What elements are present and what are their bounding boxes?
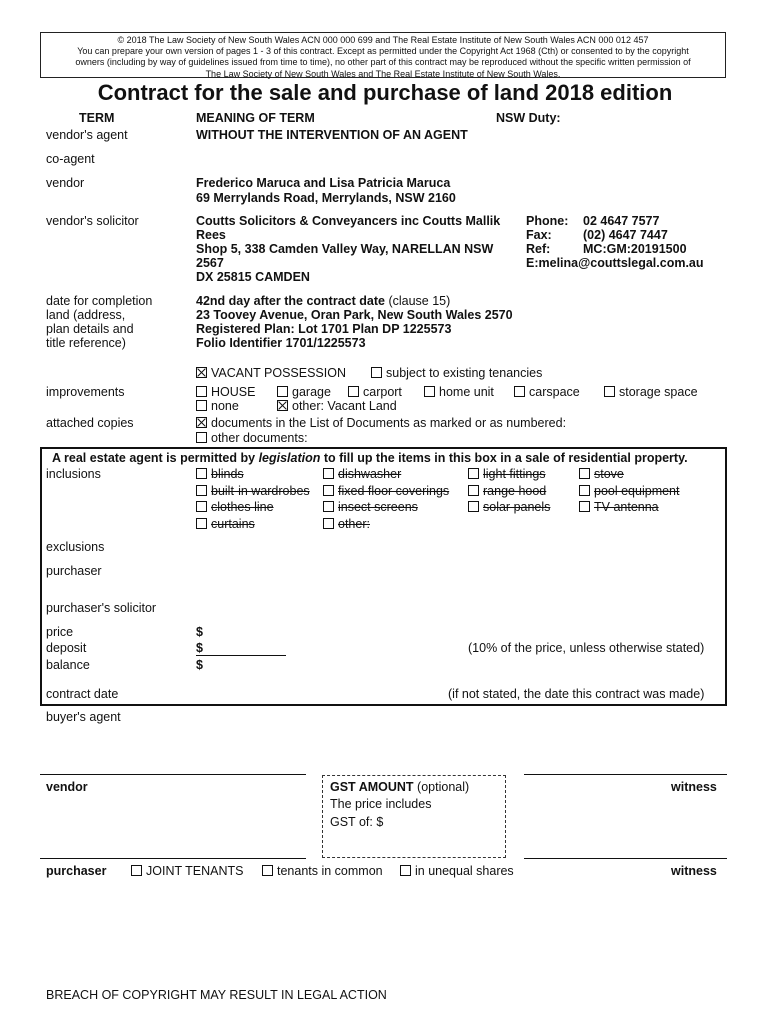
- checkbox-icon[interactable]: [131, 865, 142, 876]
- checkbox-icon[interactable]: [323, 518, 334, 529]
- inclusion-blinds[interactable]: [196, 467, 244, 481]
- gst-line1: The price includes: [330, 797, 432, 811]
- co-agent-label: co-agent: [46, 152, 95, 166]
- inclusion-label: fixed floor coverings: [338, 484, 450, 498]
- footer-warning: BREACH OF COPYRIGHT MAY RESULT IN LEGAL ACTION: [46, 988, 387, 1002]
- price-label: price: [46, 625, 74, 639]
- joint-tenants-option[interactable]: [131, 864, 243, 878]
- checkbox-icon[interactable]: [579, 468, 590, 479]
- unequal-shares-option[interactable]: [400, 864, 514, 878]
- solicitor-address: Shop 5, 338 Camden Valley Way, NARELLAN NSW: [196, 242, 494, 256]
- checkbox-icon[interactable]: [323, 485, 334, 496]
- balance-dollar: $: [196, 658, 203, 672]
- header-meaning: MEANING OF TERM: [196, 111, 315, 125]
- inclusion-label: range hood: [483, 484, 547, 498]
- vacant-possession-option[interactable]: [196, 366, 346, 380]
- copyright-line: © 2018 The Law Society of New South Wales ACN 000 000 699 and The Real Estate Institute of New South Wales ACN 000 012 457: [117, 35, 649, 45]
- solicitor-address-cont: 2567: [196, 256, 224, 270]
- inclusion-label: clothes line: [211, 500, 274, 514]
- inclusion-clothes-line[interactable]: [196, 500, 274, 514]
- solicitor-name: Coutts Solicitors & Conveyancers inc Coutts Mallik: [196, 214, 501, 228]
- inclusion-label: solar panels: [483, 500, 551, 514]
- box-heading-text: to fill up the items in this box in a sale of residential property.: [320, 451, 688, 465]
- vendors-agent-value: WITHOUT THE INTERVENTION OF AN AGENT: [196, 128, 468, 142]
- completion-label: date for completion: [46, 294, 153, 308]
- inclusion-label: built-in wardrobes: [211, 484, 310, 498]
- carspace-label: carspace: [529, 385, 580, 399]
- inclusion-tv-antenna[interactable]: [579, 500, 659, 514]
- checkbox-icon[interactable]: [196, 501, 207, 512]
- joint-tenants-label: JOINT TENANTS: [146, 864, 244, 878]
- tenants-in-common-label: tenants in common: [277, 864, 383, 878]
- purchaser-witness-line: [524, 858, 727, 859]
- email-value: E:melina@couttslegal.com.au: [526, 256, 704, 270]
- none-label: none: [211, 399, 239, 413]
- purchaser-label: purchaser: [46, 564, 102, 578]
- solicitor-name-cont: Rees: [196, 228, 226, 242]
- checkbox-icon[interactable]: [400, 865, 411, 876]
- purchaser-signature-label: purchaser: [46, 864, 107, 878]
- improvements-label: improvements: [46, 385, 125, 399]
- contract-date-note: (if not stated, the date this contract was made): [448, 687, 705, 701]
- carport-label: carport: [363, 385, 402, 399]
- vendors-agent-label: vendor's agent: [46, 128, 128, 142]
- checkbox-icon[interactable]: [468, 468, 479, 479]
- documents-list-label: documents in the List of Documents as marked or as numbered:: [211, 416, 567, 430]
- checkbox-icon[interactable]: [196, 468, 207, 479]
- other-improvement-label: other: Vacant Land: [292, 399, 397, 413]
- checkbox-icon[interactable]: [468, 485, 479, 496]
- documents-list-option[interactable]: [196, 416, 566, 430]
- unequal-shares-label: in unequal shares: [415, 864, 514, 878]
- header-nsw-duty: NSW Duty:: [496, 111, 561, 125]
- inclusion-pool-equipment[interactable]: [579, 484, 679, 498]
- price-dollar: $: [196, 625, 203, 639]
- checkbox-icon[interactable]: [579, 501, 590, 512]
- completion-value: [196, 294, 450, 308]
- purchasers-solicitor-label: purchaser's solicitor: [46, 601, 157, 615]
- garage-option[interactable]: [277, 385, 331, 399]
- land-label: plan details and: [46, 322, 134, 336]
- inclusion-label: blinds: [211, 467, 244, 481]
- gst-title: [330, 780, 469, 794]
- land-label: title reference): [46, 336, 126, 350]
- inclusion-label: pool equipment: [594, 484, 680, 498]
- other-documents-label: other documents:: [211, 431, 308, 445]
- gst-title-text: GST AMOUNT: [330, 780, 414, 794]
- none-option[interactable]: [196, 399, 239, 413]
- inclusion-label: dishwasher: [338, 467, 402, 481]
- page-title: Contract for the sale and purchase of land 2018 edition: [97, 80, 673, 105]
- checkbox-icon[interactable]: [323, 468, 334, 479]
- inclusion-wardrobes[interactable]: [196, 484, 310, 498]
- copyright-notice: [40, 32, 726, 78]
- header-term: TERM: [79, 111, 115, 125]
- box-heading: [52, 451, 688, 465]
- garage-label: garage: [292, 385, 331, 399]
- tenancies-option[interactable]: [371, 366, 542, 380]
- house-option[interactable]: [196, 385, 255, 399]
- storage-option[interactable]: [604, 385, 698, 399]
- storage-label: storage space: [619, 385, 698, 399]
- fax-value: (02) 4647 7447: [583, 228, 668, 242]
- inclusion-range-hood[interactable]: [468, 484, 546, 498]
- land-plan: Registered Plan: Lot 1701 Plan DP 1225573: [196, 322, 452, 336]
- home-unit-label: home unit: [439, 385, 494, 399]
- copyright-line: The Law Society of New South Wales and The Real Estate Institute of New South Wales.: [205, 68, 561, 79]
- inclusion-curtains[interactable]: [196, 517, 255, 531]
- inclusion-stove[interactable]: [579, 467, 624, 481]
- copyright-line: You can prepare your own version of pages 1 - 3 of this contract. Except as permitted under the Copyright Act 1968 (Cth) or consented to by the copyright: [77, 46, 689, 57]
- checkbox-icon[interactable]: [323, 501, 334, 512]
- checkbox-checked-icon[interactable]: [277, 400, 288, 411]
- checkbox-icon[interactable]: [196, 432, 207, 443]
- inclusion-dishwasher[interactable]: [323, 467, 401, 481]
- phone-label: Phone:: [526, 214, 569, 228]
- other-improvement-option[interactable]: [277, 399, 397, 413]
- phone-value: 02 4647 7577: [583, 214, 660, 228]
- carspace-option[interactable]: [514, 385, 580, 399]
- inclusion-solar-panels[interactable]: [468, 500, 550, 514]
- solicitor-dx: DX 25815 CAMDEN: [196, 270, 310, 284]
- other-documents-option[interactable]: [196, 431, 308, 445]
- inclusions-label: inclusions: [46, 467, 101, 481]
- deposit-note: (10% of the price, unless otherwise stated): [468, 641, 705, 655]
- inclusion-label: curtains: [211, 517, 255, 531]
- gst-line2: GST of: $: [330, 815, 384, 829]
- buyers-agent-label: buyer's agent: [46, 710, 121, 724]
- checkbox-checked-icon[interactable]: [196, 367, 207, 378]
- checkbox-icon[interactable]: [468, 501, 479, 512]
- copyright-line: owners (including by way of guidelines issued from time to time), no other part of this contract may be reproduced without the specific written permission of: [75, 57, 691, 68]
- vacant-possession-label: VACANT POSSESSION: [211, 366, 346, 380]
- tenants-in-common-option[interactable]: [262, 864, 383, 878]
- attached-copies-label: attached copies: [46, 416, 134, 430]
- checkbox-icon[interactable]: [579, 485, 590, 496]
- balance-label: balance: [46, 658, 90, 672]
- home-unit-option[interactable]: [424, 385, 494, 399]
- checkbox-icon[interactable]: [604, 386, 615, 397]
- fax-label: Fax:: [526, 228, 552, 242]
- purchaser-signature-line: [40, 858, 306, 859]
- land-address: 23 Toovey Avenue, Oran Park, New South Wales 2570: [196, 308, 513, 322]
- vendor-label: vendor: [46, 176, 85, 190]
- deposit-label: deposit: [46, 641, 87, 655]
- vendor-name: Frederico Maruca and Lisa Patricia Maruca: [196, 176, 451, 190]
- checkbox-icon[interactable]: [277, 386, 288, 397]
- vendor-signature-label: vendor: [46, 780, 88, 794]
- vendors-solicitor-label: vendor's solicitor: [46, 214, 139, 228]
- inclusion-light-fittings[interactable]: [468, 467, 546, 481]
- house-label: HOUSE: [211, 385, 256, 399]
- checkbox-checked-icon[interactable]: [196, 417, 207, 428]
- box-heading-emphasis: legislation: [258, 451, 321, 465]
- land-label: land (address,: [46, 308, 126, 322]
- inclusion-label: other:: [338, 517, 370, 531]
- checkbox-icon[interactable]: [262, 865, 273, 876]
- inclusion-label: light fittings: [483, 467, 546, 481]
- contract-date-label: contract date: [46, 687, 119, 701]
- checkbox-icon[interactable]: [514, 386, 525, 397]
- vendor-signature-line: [40, 774, 306, 775]
- ref-value: MC:GM:20191500: [583, 242, 687, 256]
- ref-label: Ref:: [526, 242, 551, 256]
- completion-clause: (clause 15): [388, 294, 451, 308]
- inclusion-label: insect screens: [338, 500, 418, 514]
- purchaser-witness-label: witness: [671, 864, 717, 878]
- completion-days: 42nd day after the contract date: [196, 294, 385, 308]
- inclusion-floor-coverings[interactable]: [323, 484, 449, 498]
- box-heading-text: A real estate agent is permitted by: [52, 451, 259, 465]
- checkbox-icon[interactable]: [424, 386, 435, 397]
- checkbox-icon[interactable]: [196, 386, 207, 397]
- gst-optional: (optional): [417, 780, 470, 794]
- checkbox-icon[interactable]: [348, 386, 359, 397]
- tenancies-label: subject to existing tenancies: [386, 366, 543, 380]
- inclusion-insect-screens[interactable]: [323, 500, 418, 514]
- land-folio: Folio Identifier 1701/1225573: [196, 336, 366, 350]
- exclusions-label: exclusions: [46, 540, 105, 554]
- checkbox-icon[interactable]: [196, 485, 207, 496]
- deposit-dollar: $: [196, 641, 203, 655]
- checkbox-icon[interactable]: [371, 367, 382, 378]
- vendor-witness-label: witness: [671, 780, 717, 794]
- inclusion-label: stove: [594, 467, 624, 481]
- vendor-address: 69 Merrylands Road, Merrylands, NSW 2160: [196, 191, 456, 205]
- deposit-underline: [196, 655, 286, 656]
- checkbox-icon[interactable]: [196, 400, 207, 411]
- carport-option[interactable]: [348, 385, 402, 399]
- checkbox-icon[interactable]: [196, 518, 207, 529]
- inclusion-other[interactable]: [323, 517, 370, 531]
- vendor-witness-line: [524, 774, 727, 775]
- inclusion-label: TV antenna: [594, 500, 659, 514]
